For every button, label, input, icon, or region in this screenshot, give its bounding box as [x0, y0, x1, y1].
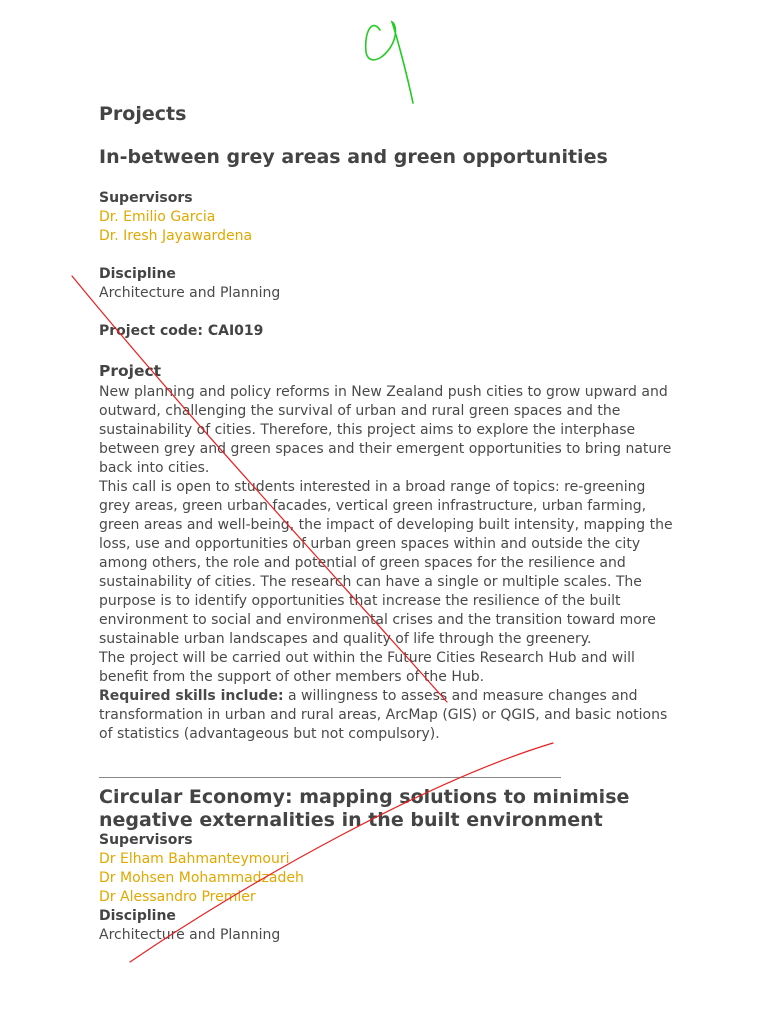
project-2-title: Circular Economy: mapping solutions to minimise negative externalities in the built environment [99, 786, 630, 831]
project-1-supervisors-label: Supervisors [99, 190, 193, 206]
project-2-supervisors-label: Supervisors [99, 832, 193, 848]
skills-label: Required skills include: [99, 688, 284, 704]
project-2-supervisor-link[interactable]: Dr Mohsen Mohammadzadeh [99, 870, 304, 886]
project-1-discipline: Architecture and Planning [99, 285, 281, 301]
project-2-supervisor-link[interactable]: Dr Alessandro Premier [99, 889, 256, 905]
project-2-discipline-label: Discipline [99, 908, 176, 924]
section-divider [99, 777, 561, 778]
project-1-section-title: Project [99, 362, 162, 380]
page-heading: Projects [99, 103, 187, 125]
project-1-discipline-label: Discipline [99, 266, 176, 282]
project-1-title: In-between grey areas and green opportunities [99, 146, 608, 168]
skills-paragraph [99, 687, 679, 744]
project-1-supervisor-link[interactable]: Dr. Iresh Jayawardena [99, 228, 253, 244]
project-2-supervisor-link[interactable]: Dr Elham Bahmanteymouri [99, 851, 290, 867]
paragraph: This call is open to students interested in a broad range of topics: re-greening grey areas, green urban facades, vertical green infrastructure, urban farming, green areas and well-being, the impact of developing built intensity, mapping the loss, use and opportunities of urban green spaces within and outside the city among others, the role and potential of green spaces for the resilience and sustainability of cities. The research can have a single or multiple scales. The purpose is to identify opportunities that increase the resilience of the built environment to social and environmental crises and the transition toward more sustainable urban landscapes and quality of life through the greenery. [99, 479, 673, 647]
green-handwritten-mark [366, 22, 413, 103]
project-1-code: Project code: CAI019 [99, 323, 264, 339]
skills-text: a willingness to assess and measure changes and transformation in urban and rural areas, ArcMap (GIS) or QGIS, and basic notions of statistics (advantageous but not compulsory). [99, 688, 668, 742]
paragraph: The project will be carried out within the Future Cities Research Hub and will benefit from the support of other members of the Hub. [99, 650, 635, 685]
project-1-supervisor-link[interactable]: Dr. Emilio Garcia [99, 209, 216, 225]
project-1-description [99, 383, 679, 744]
paragraph: New planning and policy reforms in New Zealand push cities to grow upward and outward, challenging the survival of urban and rural green spaces and the sustainability of cities. Therefore, this project aims to explore the interphase between grey and green spaces and their emergent opportunities to bring nature back into cities. [99, 384, 672, 476]
project-2-discipline: Architecture and Planning [99, 927, 281, 943]
